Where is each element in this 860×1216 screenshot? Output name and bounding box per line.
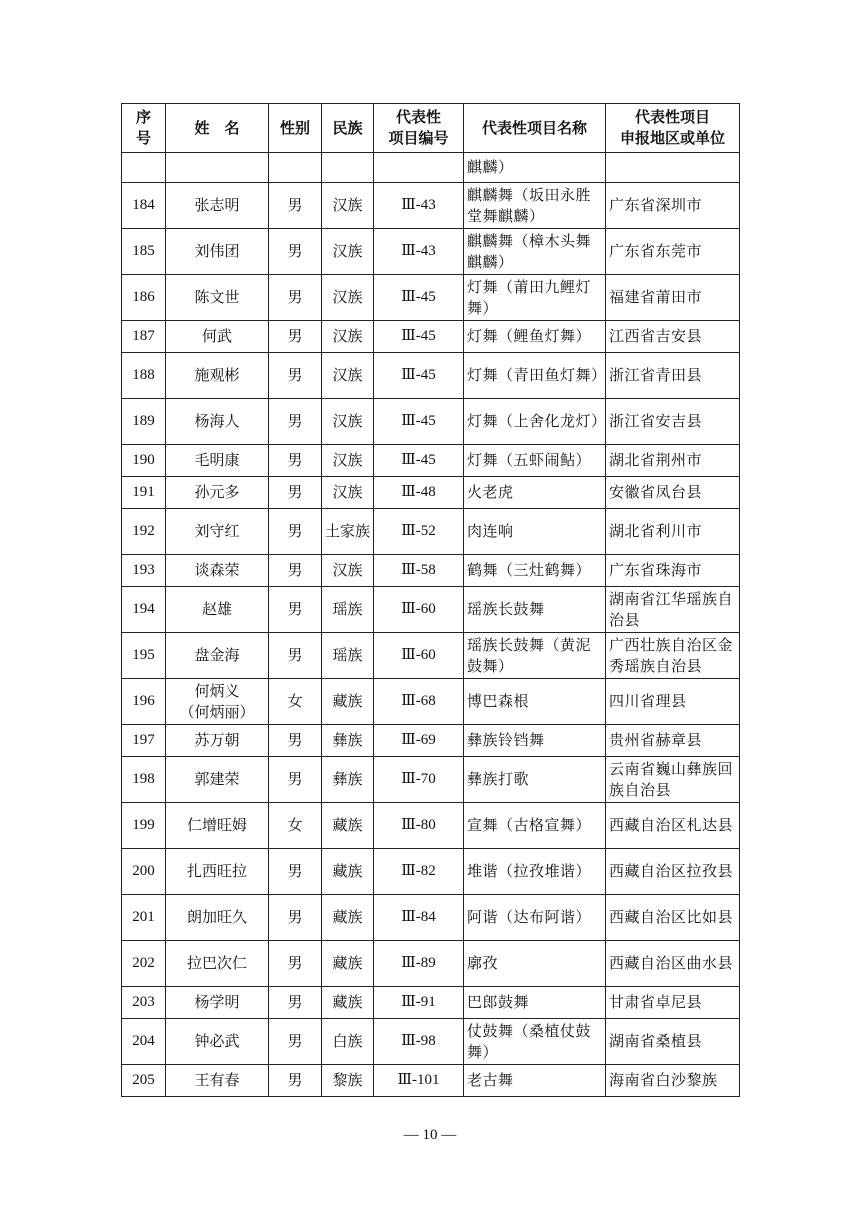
region-cell: 海南省白沙黎族 xyxy=(606,1065,740,1097)
region-cell: 甘肃省卓尼县 xyxy=(606,987,740,1019)
name-text: 郭建荣 xyxy=(194,770,240,788)
region-cell: 湖南省江华瑶族自治县 xyxy=(606,587,740,633)
table-row xyxy=(122,321,740,353)
project-name-cell: 宣舞（古格宣舞） xyxy=(464,803,606,849)
serial-number-cell: 197 xyxy=(122,725,166,757)
ethnicity-cell: 瑶族 xyxy=(322,587,374,633)
table-row xyxy=(122,1065,740,1097)
table-row xyxy=(122,229,740,275)
project-name-cell: 堆谐（拉孜堆谐） xyxy=(464,849,606,895)
name-text: 孙元多 xyxy=(194,483,240,501)
table-row xyxy=(122,587,740,633)
ethnicity-cell: 汉族 xyxy=(322,477,374,509)
region-cell: 江西省吉安县 xyxy=(606,321,740,353)
table-row xyxy=(122,445,740,477)
serial-number-cell: 185 xyxy=(122,229,166,275)
name-text: 拉巴次仁 xyxy=(186,954,247,972)
header-serial-line2: 号 xyxy=(135,129,151,147)
ethnicity-cell: 汉族 xyxy=(322,555,374,587)
project-name-cell: 瑶族长鼓舞 xyxy=(464,587,606,633)
table-row xyxy=(122,633,740,679)
name-cell xyxy=(166,941,269,987)
name-text: 盘金海 xyxy=(194,646,240,664)
serial-number-cell: 195 xyxy=(122,633,166,679)
serial-number-cell: 199 xyxy=(122,803,166,849)
project-name-cell: 肉连响 xyxy=(464,509,606,555)
name-cell xyxy=(166,1019,269,1065)
name-text: 钟必武 xyxy=(194,1032,240,1050)
name-text: 谈森荣 xyxy=(194,561,240,579)
region-cell: 西藏自治区札达县 xyxy=(606,803,740,849)
project-code-cell: Ⅲ-45 xyxy=(374,445,464,477)
table-row xyxy=(122,987,740,1019)
ethnicity-cell: 汉族 xyxy=(322,183,374,229)
table-body xyxy=(122,153,740,1097)
serial-number-cell: 194 xyxy=(122,587,166,633)
table-row xyxy=(122,153,740,183)
table-row xyxy=(122,803,740,849)
name-cell xyxy=(166,353,269,399)
region-cell: 贵州省赫章县 xyxy=(606,725,740,757)
project-code-cell: Ⅲ-45 xyxy=(374,353,464,399)
region-cell: 广东省深圳市 xyxy=(606,183,740,229)
gender-cell: 男 xyxy=(269,895,322,941)
gender-cell: 男 xyxy=(269,183,322,229)
project-code-cell: Ⅲ-60 xyxy=(374,587,464,633)
project-name-cell: 灯舞（鲤鱼灯舞） xyxy=(464,321,606,353)
table-row xyxy=(122,1019,740,1065)
header-ethnicity: 民族 xyxy=(322,104,374,153)
project-name-cell: 阿谐（达布阿谐） xyxy=(464,895,606,941)
header-region xyxy=(606,104,740,153)
gender-cell: 男 xyxy=(269,1019,322,1065)
table-row xyxy=(122,679,740,725)
ethnicity-cell: 藏族 xyxy=(322,895,374,941)
table-row xyxy=(122,477,740,509)
project-code-cell: Ⅲ-82 xyxy=(374,849,464,895)
serial-number-cell: 188 xyxy=(122,353,166,399)
gender-cell: 女 xyxy=(269,679,322,725)
name-cell xyxy=(166,987,269,1019)
project-code-cell: Ⅲ-84 xyxy=(374,895,464,941)
table-row xyxy=(122,275,740,321)
gender-cell: 男 xyxy=(269,353,322,399)
project-code-cell: Ⅲ-48 xyxy=(374,477,464,509)
name-cell xyxy=(166,1065,269,1097)
name-text: 刘守红 xyxy=(194,522,240,540)
name-cell xyxy=(166,555,269,587)
name-cell xyxy=(166,587,269,633)
region-cell: 广东省珠海市 xyxy=(606,555,740,587)
project-name-cell: 巴郎鼓舞 xyxy=(464,987,606,1019)
gender-cell: 男 xyxy=(269,399,322,445)
name-cell xyxy=(166,153,269,183)
project-code-cell xyxy=(374,153,464,183)
page-number: — 10 — xyxy=(403,1127,457,1143)
project-code-cell: Ⅲ-70 xyxy=(374,757,464,803)
ethnicity-cell: 藏族 xyxy=(322,679,374,725)
project-name-cell: 麒麟舞（樟木头舞麒麟） xyxy=(464,229,606,275)
serial-number-cell: 202 xyxy=(122,941,166,987)
serial-number-cell: 196 xyxy=(122,679,166,725)
project-name-cell: 彝族打歌 xyxy=(464,757,606,803)
ethnicity-cell: 藏族 xyxy=(322,941,374,987)
table-row xyxy=(122,895,740,941)
name-cell xyxy=(166,509,269,555)
project-code-cell: Ⅲ-58 xyxy=(374,555,464,587)
serial-number-cell: 191 xyxy=(122,477,166,509)
region-cell xyxy=(606,153,740,183)
name-text: 何武 xyxy=(201,327,232,345)
project-code-cell: Ⅲ-43 xyxy=(374,229,464,275)
table-row xyxy=(122,757,740,803)
header-region-line2: 申报地区或单位 xyxy=(619,129,725,147)
gender-cell: 男 xyxy=(269,509,322,555)
gender-cell: 男 xyxy=(269,757,322,803)
ethnicity-cell: 藏族 xyxy=(322,849,374,895)
table-header-row xyxy=(122,104,740,153)
serial-number-cell: 189 xyxy=(122,399,166,445)
name-text: 张志明 xyxy=(194,196,240,214)
ethnicity-cell: 白族 xyxy=(322,1019,374,1065)
table-row xyxy=(122,509,740,555)
gender-cell: 男 xyxy=(269,587,322,633)
name-cell xyxy=(166,183,269,229)
region-cell: 广东省东莞市 xyxy=(606,229,740,275)
region-cell: 四川省理县 xyxy=(606,679,740,725)
serial-number-cell: 205 xyxy=(122,1065,166,1097)
header-code-line2: 项目编号 xyxy=(388,129,449,147)
project-name-cell: 彝族铃铛舞 xyxy=(464,725,606,757)
table-row xyxy=(122,725,740,757)
name-text: 赵雄 xyxy=(201,600,232,618)
header-project-name: 代表性项目名称 xyxy=(464,104,606,153)
serial-number-cell: 193 xyxy=(122,555,166,587)
project-name-cell: 灯舞（五虾闹鲇） xyxy=(464,445,606,477)
gender-cell: 男 xyxy=(269,275,322,321)
name-cell xyxy=(166,445,269,477)
project-name-cell: 麒麟舞（坂田永胜堂舞麒麟） xyxy=(464,183,606,229)
ethnicity-cell: 汉族 xyxy=(322,353,374,399)
header-gender: 性别 xyxy=(269,104,322,153)
header-code-line1: 代表性 xyxy=(395,108,441,126)
serial-number-cell: 203 xyxy=(122,987,166,1019)
project-code-cell: Ⅲ-45 xyxy=(374,399,464,445)
name-text: 杨学明 xyxy=(194,993,240,1011)
inheritor-table xyxy=(121,103,740,1097)
project-code-cell: Ⅲ-68 xyxy=(374,679,464,725)
serial-number-cell: 190 xyxy=(122,445,166,477)
name-text: 仁增旺姆 xyxy=(186,816,247,834)
name-cell xyxy=(166,725,269,757)
header-serial-number xyxy=(122,104,166,153)
ethnicity-cell: 黎族 xyxy=(322,1065,374,1097)
project-code-cell: Ⅲ-45 xyxy=(374,321,464,353)
project-code-cell: Ⅲ-45 xyxy=(374,275,464,321)
project-code-cell: Ⅲ-43 xyxy=(374,183,464,229)
project-code-cell: Ⅲ-91 xyxy=(374,987,464,1019)
table-row xyxy=(122,849,740,895)
project-name-cell: 灯舞（上舍化龙灯） xyxy=(464,399,606,445)
region-cell: 福建省莆田市 xyxy=(606,275,740,321)
ethnicity-cell: 彝族 xyxy=(322,725,374,757)
name-text: 朗加旺久 xyxy=(186,908,247,926)
project-code-cell: Ⅲ-52 xyxy=(374,509,464,555)
gender-cell: 男 xyxy=(269,987,322,1019)
table-row xyxy=(122,399,740,445)
project-code-cell: Ⅲ-101 xyxy=(374,1065,464,1097)
alternate-name-text: （何炳丽） xyxy=(179,702,255,721)
ethnicity-cell: 汉族 xyxy=(322,321,374,353)
gender-cell: 男 xyxy=(269,445,322,477)
header-serial-line1: 序 xyxy=(135,108,151,126)
name-text: 施观彬 xyxy=(194,366,240,384)
gender-cell: 男 xyxy=(269,555,322,587)
project-code-cell: Ⅲ-98 xyxy=(374,1019,464,1065)
serial-number-cell: 184 xyxy=(122,183,166,229)
serial-number-cell: 198 xyxy=(122,757,166,803)
serial-number-cell: 192 xyxy=(122,509,166,555)
project-name-cell: 廓孜 xyxy=(464,941,606,987)
ethnicity-cell: 藏族 xyxy=(322,987,374,1019)
region-cell: 广西壮族自治区金秀瑶族自治县 xyxy=(606,633,740,679)
project-code-cell: Ⅲ-80 xyxy=(374,803,464,849)
name-cell xyxy=(166,803,269,849)
project-code-cell: Ⅲ-89 xyxy=(374,941,464,987)
gender-cell: 男 xyxy=(269,725,322,757)
name-text: 苏万朝 xyxy=(194,731,240,749)
region-cell: 浙江省安吉县 xyxy=(606,399,740,445)
region-cell: 西藏自治区曲水县 xyxy=(606,941,740,987)
serial-number-cell: 200 xyxy=(122,849,166,895)
gender-cell: 男 xyxy=(269,1065,322,1097)
ethnicity-cell: 汉族 xyxy=(322,229,374,275)
region-cell: 湖北省荆州市 xyxy=(606,445,740,477)
project-name-cell: 火老虎 xyxy=(464,477,606,509)
project-name-cell: 仗鼓舞（桑植仗鼓舞） xyxy=(464,1019,606,1065)
serial-number-cell: 186 xyxy=(122,275,166,321)
serial-number-cell: 204 xyxy=(122,1019,166,1065)
ethnicity-cell: 汉族 xyxy=(322,445,374,477)
name-cell xyxy=(166,679,269,725)
name-text: 杨海人 xyxy=(194,412,240,430)
region-cell: 湖南省桑植县 xyxy=(606,1019,740,1065)
project-name-cell: 灯舞（莆田九鲤灯舞） xyxy=(464,275,606,321)
project-name-cell: 麒麟） xyxy=(464,153,606,183)
gender-cell: 女 xyxy=(269,803,322,849)
gender-cell: 男 xyxy=(269,321,322,353)
gender-cell: 男 xyxy=(269,477,322,509)
name-cell xyxy=(166,275,269,321)
name-cell xyxy=(166,757,269,803)
table-row xyxy=(122,555,740,587)
name-text: 扎西旺拉 xyxy=(186,862,247,880)
ethnicity-cell xyxy=(322,153,374,183)
gender-cell: 男 xyxy=(269,941,322,987)
project-code-cell: Ⅲ-60 xyxy=(374,633,464,679)
name-text: 毛明康 xyxy=(194,451,240,469)
name-text: 陈文世 xyxy=(194,288,240,306)
region-cell: 湖北省利川市 xyxy=(606,509,740,555)
table-row xyxy=(122,353,740,399)
region-cell: 安徽省凤台县 xyxy=(606,477,740,509)
name-text: 王有春 xyxy=(194,1071,240,1089)
name-text: 刘伟团 xyxy=(194,242,240,260)
header-project-code xyxy=(374,104,464,153)
project-name-cell: 灯舞（青田鱼灯舞） xyxy=(464,353,606,399)
name-cell xyxy=(166,849,269,895)
table-row xyxy=(122,183,740,229)
serial-number-cell: 187 xyxy=(122,321,166,353)
name-cell xyxy=(166,321,269,353)
serial-number-cell xyxy=(122,153,166,183)
region-cell: 云南省巍山彝族回族自治县 xyxy=(606,757,740,803)
ethnicity-cell: 瑶族 xyxy=(322,633,374,679)
header-name: 姓 名 xyxy=(166,104,269,153)
region-cell: 浙江省青田县 xyxy=(606,353,740,399)
name-cell xyxy=(166,399,269,445)
ethnicity-cell: 汉族 xyxy=(322,275,374,321)
name-cell xyxy=(166,895,269,941)
gender-cell: 男 xyxy=(269,633,322,679)
ethnicity-cell: 藏族 xyxy=(322,803,374,849)
name-cell xyxy=(166,229,269,275)
region-cell: 西藏自治区拉孜县 xyxy=(606,849,740,895)
ethnicity-cell: 彝族 xyxy=(322,757,374,803)
project-name-cell: 瑶族长鼓舞（黄泥鼓舞） xyxy=(464,633,606,679)
name-cell xyxy=(166,477,269,509)
region-cell: 西藏自治区比如县 xyxy=(606,895,740,941)
table-row xyxy=(122,941,740,987)
project-name-cell: 博巴森根 xyxy=(464,679,606,725)
header-region-line1: 代表性项目 xyxy=(634,108,710,126)
name-cell xyxy=(166,633,269,679)
project-name-cell: 鹤舞（三灶鹤舞） xyxy=(464,555,606,587)
name-text: 何炳义 xyxy=(194,681,240,700)
project-code-cell: Ⅲ-69 xyxy=(374,725,464,757)
project-name-cell: 老古舞 xyxy=(464,1065,606,1097)
gender-cell: 男 xyxy=(269,849,322,895)
gender-cell xyxy=(269,153,322,183)
gender-cell: 男 xyxy=(269,229,322,275)
serial-number-cell: 201 xyxy=(122,895,166,941)
ethnicity-cell: 汉族 xyxy=(322,399,374,445)
ethnicity-cell: 土家族 xyxy=(322,509,374,555)
